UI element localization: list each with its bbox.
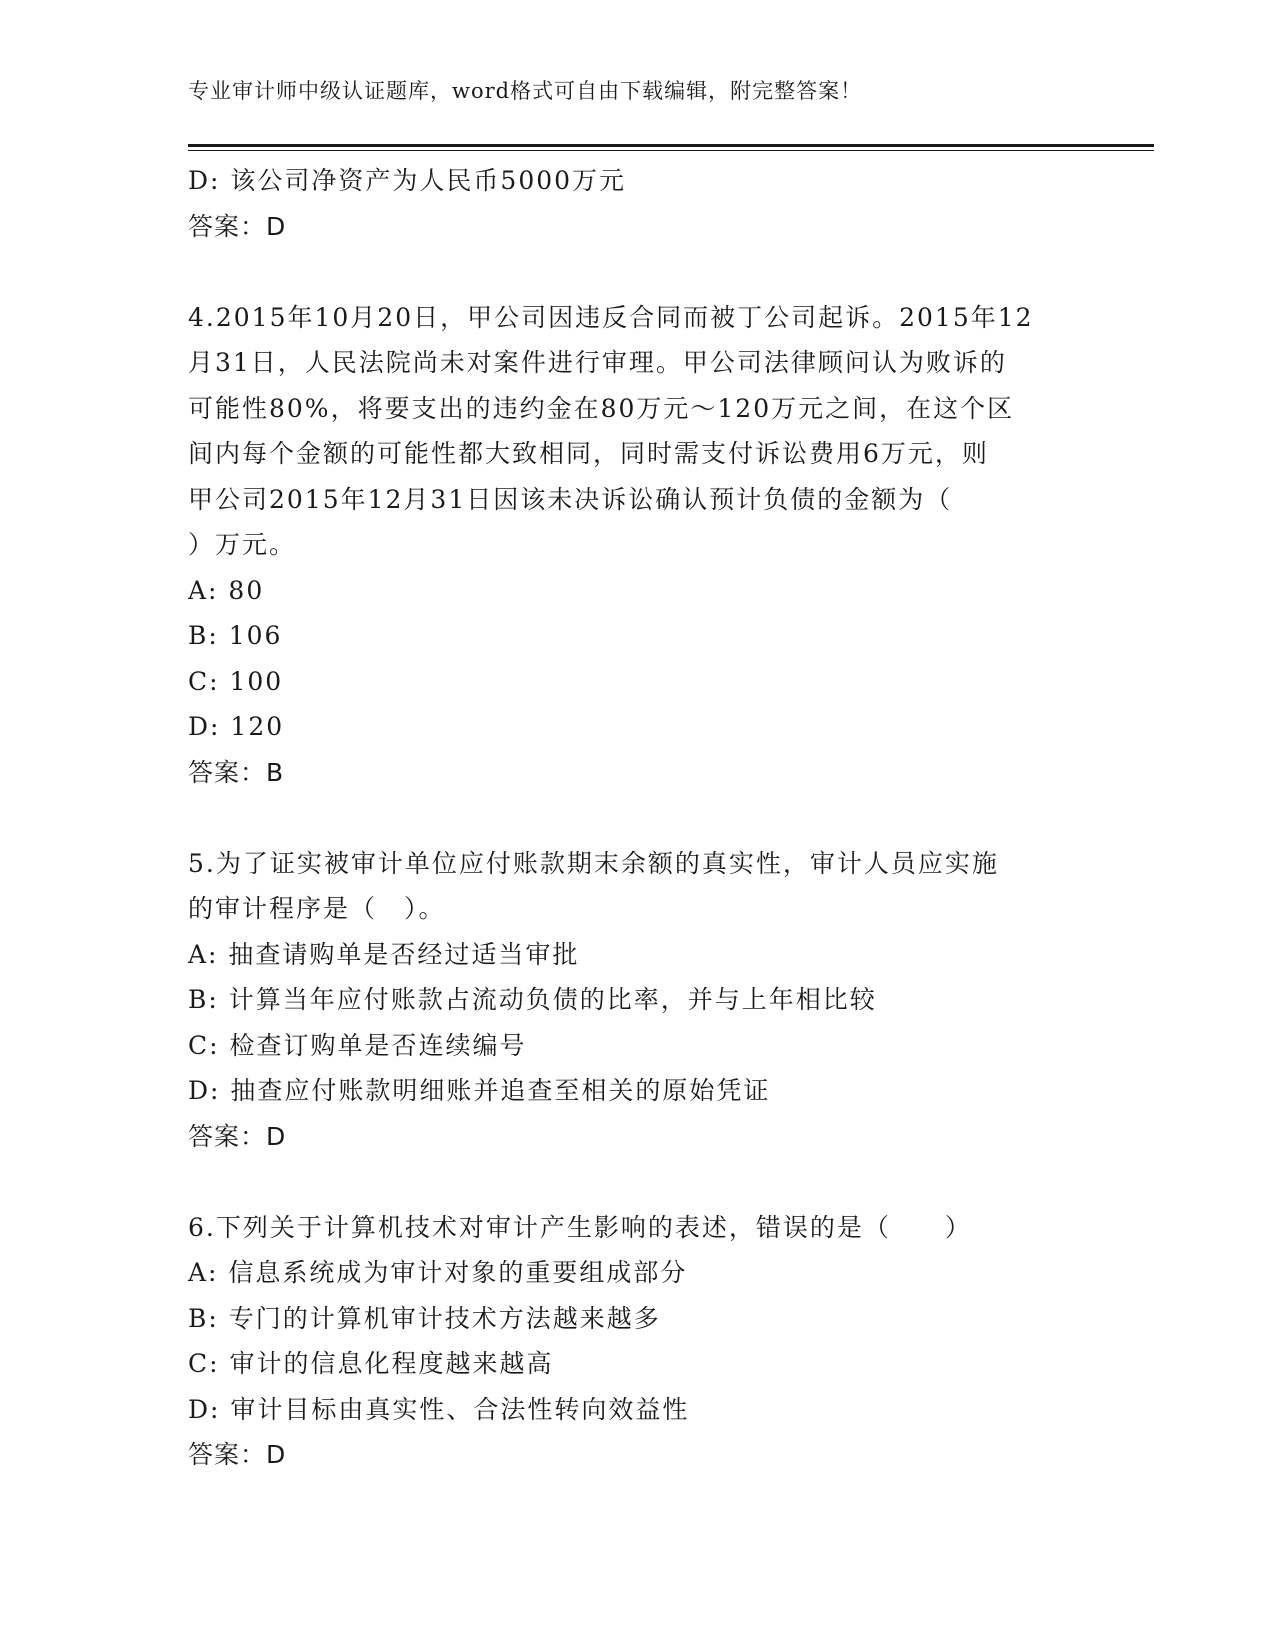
question-stem-line: 可能性80%，将要支出的违约金在80万元～120万元之间，在这个区 [188,393,1015,423]
answer-label: 答案：D [188,1440,287,1469]
question-stem-line: 的审计程序是（ ）。 [188,894,446,923]
question-stem-line: 5.为了证实被审计单位应付账款期末余额的真实性，审计人员应实施 [188,848,999,878]
page-header-text: 专业审计师中级认证题库，word格式可自由下载编辑，附完整答案！ [188,79,863,103]
prev-answer: 答案：D [188,211,287,241]
question-4 [188,295,1088,796]
option-c: C: 审计的信息化程度越来越高 [188,1349,554,1378]
option-d: D: 审计目标由真实性、合法性转向效益性 [188,1394,690,1424]
question-stem-line: 4.2015年10月20日，甲公司因违反合同而被丁公司起诉。2015年12 [188,302,1034,332]
option-a: A: 80 [188,575,265,605]
answer-label: 答案：B [188,757,285,787]
header-rule-thick [188,144,1154,147]
question-stem-line: ）万元。 [188,530,297,559]
option-c: C: 100 [188,666,284,696]
option-c: C: 检查订购单是否连续编号 [188,1030,527,1060]
question-stem-line: 6.下列关于计算机技术对审计产生影响的表述，错误的是（ ） [188,1212,972,1242]
answer-label: 答案：D [188,1121,287,1151]
question-stem-line: 甲公司2015年12月31日因该未决诉讼确认预计负债的金额为（ [188,484,953,514]
document-body [188,158,1088,1478]
prev-option-d: D: 该公司净资产为人民币5000万元 [188,166,627,195]
option-b: B: 计算当年应付账款占流动负债的比率，并与上年相比较 [188,985,877,1014]
option-b: B: 106 [188,621,283,650]
question-stem-line: 月31日，人民法院尚未对案件进行审理。甲公司法律顾问认为败诉的 [188,348,1007,377]
option-b: B: 专门的计算机审计技术方法越来越多 [188,1303,661,1333]
option-a: A: 信息系统成为审计对象的重要组成部分 [188,1258,688,1287]
option-d: D: 120 [188,712,285,741]
question-5 [188,841,1088,1160]
question-6 [188,1205,1088,1478]
option-a: A: 抽查请购单是否经过适当审批 [188,939,580,969]
option-d: D: 抽查应付账款明细账并追查至相关的原始凭证 [188,1076,771,1105]
header-rule-thin [188,150,1154,151]
question-stem-line: 间内每个金额的可能性都大致相同，同时需支付诉讼费用6万元，则 [188,439,989,468]
